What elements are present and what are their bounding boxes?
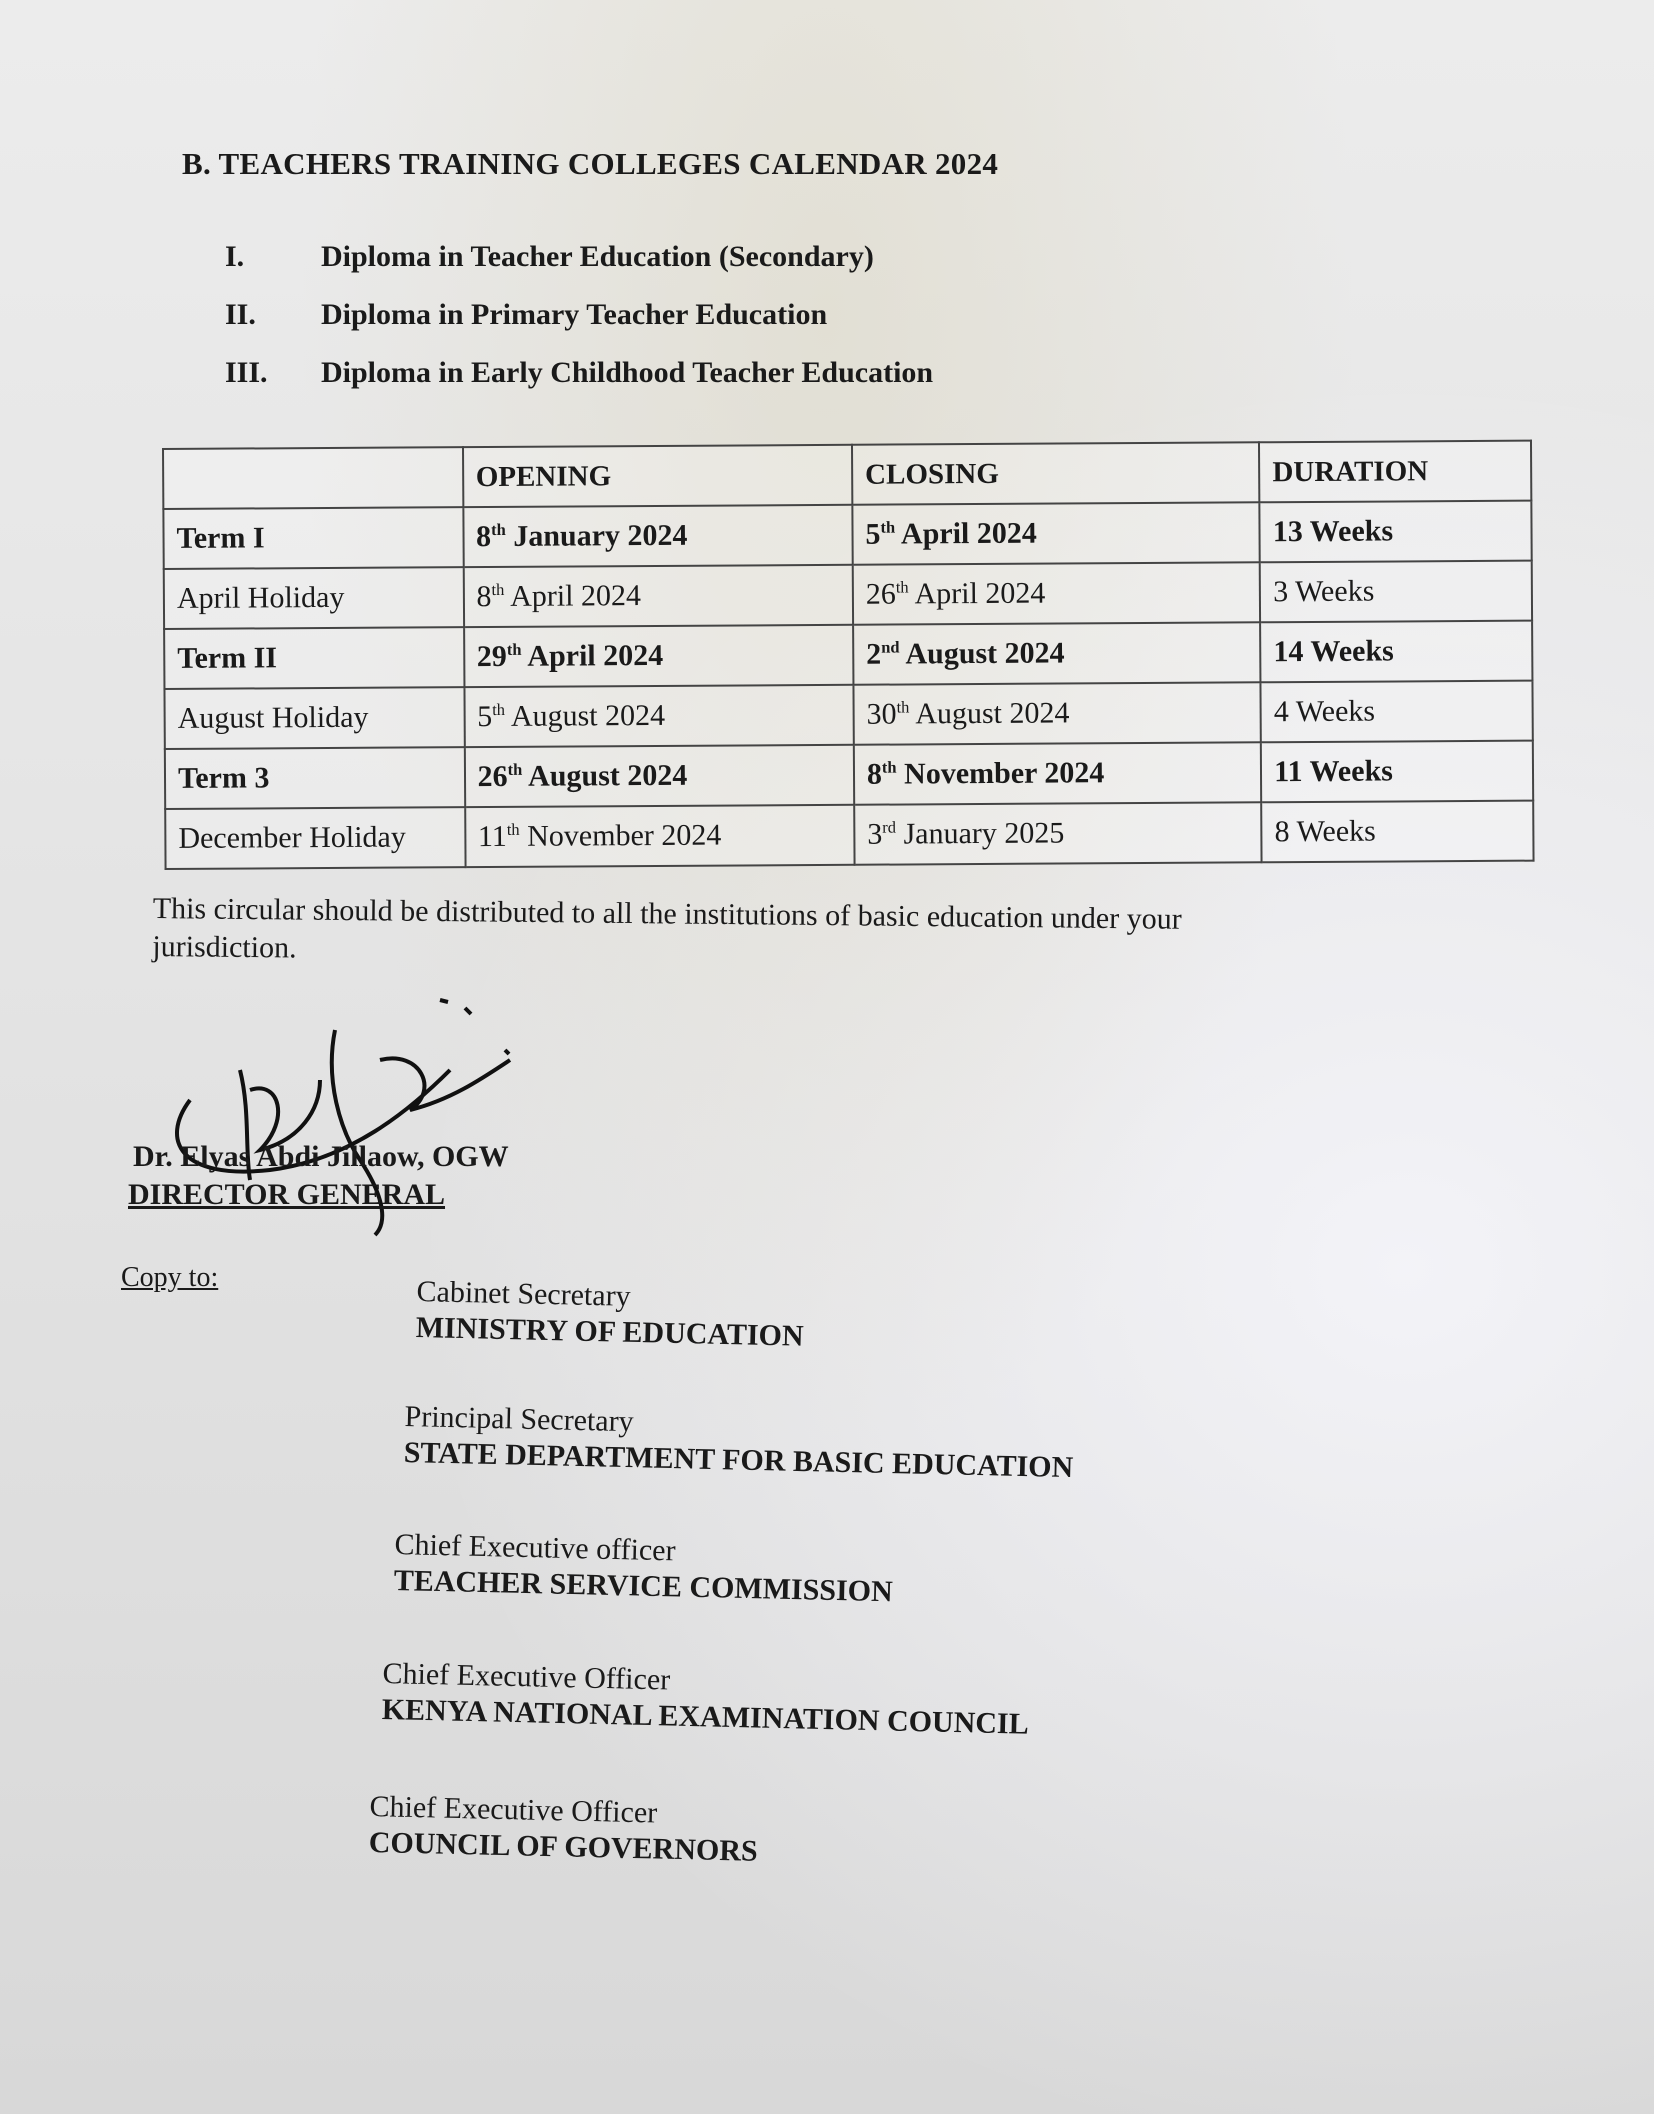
duration-cell: 8 Weeks: [1261, 801, 1533, 863]
opening-cell: 8th April 2024: [463, 565, 853, 627]
programme-number: I.: [225, 240, 245, 273]
recipient-org: KENYA NATIONAL EXAMINATION COUNCIL: [381, 1692, 1030, 1741]
opening-cell: 5th August 2024: [464, 685, 854, 747]
closing-cell: 5th April 2024: [852, 502, 1260, 564]
opening-cell: 8th January 2024: [463, 505, 853, 567]
table-row: [164, 561, 1532, 629]
table-row: [164, 621, 1532, 689]
opening-cell: 11th November 2024: [465, 805, 855, 867]
recipient-role: Chief Executive Officer: [382, 1657, 671, 1697]
recipient: [381, 1657, 1029, 1742]
closing-cell: 30th August 2024: [853, 682, 1261, 744]
opening-cell: 29th April 2024: [464, 625, 854, 687]
period-cell: Term II: [164, 627, 464, 689]
programme-label: Diploma in Early Childhood Teacher Education: [321, 356, 934, 389]
recipient: [393, 1528, 893, 1609]
calendar-table: [162, 440, 1535, 870]
duration-cell: 14 Weeks: [1260, 621, 1532, 683]
table-row: [165, 801, 1533, 869]
recipient-org: MINISTRY OF EDUCATION: [415, 1310, 804, 1353]
period-cell: Term 3: [165, 747, 465, 809]
closing-cell: 8th November 2024: [854, 742, 1262, 804]
programme-item: [225, 344, 933, 402]
programme-number: II.: [225, 298, 256, 331]
header-opening: OPENING: [463, 445, 853, 507]
programme-item: [225, 286, 933, 344]
section-heading: B. TEACHERS TRAINING COLLEGES CALENDAR 2024: [182, 146, 999, 181]
programme-item: [225, 228, 933, 286]
duration-cell: 11 Weeks: [1261, 741, 1533, 803]
closing-cell: 2nd August 2024: [853, 622, 1261, 684]
duration-cell: 3 Weeks: [1260, 561, 1532, 623]
header-closing: CLOSING: [852, 442, 1260, 504]
header-period: [163, 447, 463, 509]
opening-cell: 26th August 2024: [464, 745, 854, 807]
circular-note: This circular should be distributed to all the institutions of basic education under your jurisdiction.: [152, 891, 1182, 965]
recipient-org: COUNCIL OF GOVERNORS: [368, 1825, 759, 1868]
table-row: [164, 681, 1532, 749]
header-duration: DURATION: [1259, 441, 1531, 503]
period-cell: December Holiday: [165, 807, 465, 869]
duration-cell: 4 Weeks: [1261, 681, 1533, 743]
table-header-row: [163, 441, 1531, 509]
copy-to-label: Copy to:: [121, 1262, 219, 1293]
programme-label: Diploma in Teacher Education (Secondary): [321, 240, 874, 273]
closing-cell: 3rd January 2025: [854, 802, 1262, 864]
programme-number: III.: [225, 356, 268, 389]
recipient: [403, 1400, 1074, 1485]
recipient-org: STATE DEPARTMENT FOR BASIC EDUCATION: [403, 1435, 1074, 1485]
recipient-role: Cabinet Secretary: [416, 1275, 632, 1313]
closing-cell: 26th April 2024: [853, 562, 1261, 624]
duration-cell: 13 Weeks: [1260, 501, 1532, 563]
recipient-role: Chief Executive Officer: [369, 1790, 658, 1830]
recipient: [368, 1790, 758, 1869]
table-row: [165, 741, 1533, 809]
programme-label: Diploma in Primary Teacher Education: [321, 298, 828, 331]
programme-list: [225, 228, 933, 402]
period-cell: Term I: [163, 507, 463, 569]
period-cell: August Holiday: [164, 687, 464, 749]
recipient: [415, 1275, 804, 1354]
recipient-org: TEACHER SERVICE COMMISSION: [393, 1563, 894, 1609]
recipient-role: Principal Secretary: [404, 1400, 635, 1439]
recipient-role: Chief Executive officer: [394, 1528, 676, 1568]
table-row: [163, 501, 1531, 569]
period-cell: April Holiday: [164, 567, 464, 629]
signatory-name: Dr. Elyas Abdi Jillaow, OGW: [133, 1140, 509, 1173]
signatory-title: DIRECTOR GENERAL: [128, 1178, 446, 1211]
